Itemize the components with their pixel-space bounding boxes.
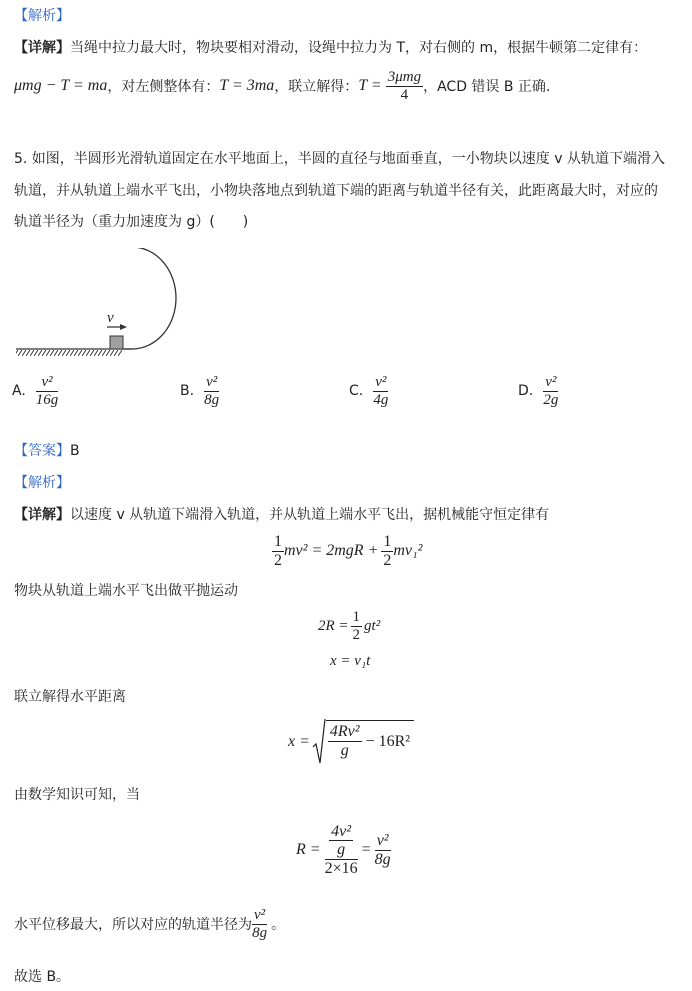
fall-lhs: 2R = xyxy=(318,617,349,634)
detail-text: 当绳中拉力最大时，物块要相对滑动，设绳中拉力为 T，对右侧的 m，根据牛顿第二定律有： xyxy=(70,40,648,56)
sqrt-expression xyxy=(312,717,414,767)
distance-den: g xyxy=(340,742,349,759)
option-den: 8g xyxy=(204,391,220,408)
solution-detail-line xyxy=(14,504,549,524)
semicircle-track xyxy=(124,248,176,349)
final-den: 8g xyxy=(252,924,268,941)
radius-inner xyxy=(325,823,358,860)
option-b[interactable] xyxy=(180,374,219,408)
radius-lhs: R = xyxy=(296,841,321,858)
option-a[interactable] xyxy=(12,374,58,408)
tension-num: 3μmg xyxy=(387,69,422,85)
tension-lhs: T = xyxy=(358,77,382,94)
option-letter: D. xyxy=(518,383,534,399)
energy-equation xyxy=(272,530,422,572)
analysis-tag: 【解析】 xyxy=(14,475,70,491)
prev-analysis-tag xyxy=(14,9,70,23)
velocity-label: v xyxy=(107,310,114,326)
question-line-2: 轨道，并从轨道上端水平飞出，小物块落地点到轨道下端的距离与轨道半径有关，此距离最大时，对应的 xyxy=(14,183,658,199)
radius-inner-fraction xyxy=(329,823,353,859)
final-fraction xyxy=(252,907,267,941)
choose-line: 故选 B。 xyxy=(14,969,71,985)
distance-tail: − 16R² xyxy=(365,732,411,750)
question-line-3: 轨道半径为（重力加速度为 g）( ) xyxy=(14,214,249,230)
detail-text: 以速度 v 从轨道下端滑入轨道，并从轨道上端水平飞出，据机械能守恒定律有 xyxy=(70,507,550,523)
option-num: v² xyxy=(206,374,218,390)
option-d[interactable] xyxy=(518,374,558,408)
final-text: 水平位移最大，所以对应的轨道半径为 xyxy=(14,917,252,933)
distance-equation xyxy=(288,716,414,768)
option-letter: C. xyxy=(349,383,364,399)
radius-equation xyxy=(296,810,391,890)
option-num: v² xyxy=(545,374,557,390)
fall-rhs: gt² xyxy=(364,617,381,634)
half-fraction: $\frac{1}{2}$ xyxy=(274,532,282,569)
projectile-text: 物块从轨道上端水平飞出做平抛运动 xyxy=(14,583,238,599)
prev-detail-line xyxy=(14,41,647,55)
energy-right: mv₁² xyxy=(393,542,423,559)
half-fraction: $\frac{1}{2}$ xyxy=(352,609,361,643)
sqrt-body xyxy=(326,720,414,759)
ground xyxy=(16,349,132,356)
sqrt-sign xyxy=(312,717,326,767)
horizontal-equation: x = v₁t xyxy=(330,653,371,669)
question-line-1: 5. 如图，半圆形光滑轨道固定在水平地面上，半圆的直径与地面垂直，一小物块以速度 v 从轨道下端滑入 xyxy=(14,151,665,167)
analysis-tag: 【解析】 xyxy=(14,8,70,24)
combine-text: 联立解得水平距离 xyxy=(14,689,126,705)
option-fraction xyxy=(204,374,219,408)
option-num: v² xyxy=(36,374,59,392)
option-den: 2g xyxy=(543,391,559,408)
math-text: 由数学知识可知，当 xyxy=(14,787,140,803)
half-fraction: $\frac{1}{2}$ xyxy=(383,532,392,569)
radius-inner-den: g xyxy=(337,841,346,859)
option-c[interactable] xyxy=(349,374,388,408)
option-fraction xyxy=(36,374,59,408)
radius-compound-fraction xyxy=(325,823,358,878)
final-num: v² xyxy=(254,907,266,923)
detail-tag: 【详解】 xyxy=(14,40,70,56)
final-line xyxy=(14,902,285,946)
radius-result-fraction xyxy=(375,832,391,868)
answer-value: B xyxy=(70,443,80,459)
answer-line xyxy=(14,440,80,460)
option-letter: A. xyxy=(12,383,26,399)
detail-tag: 【详解】 xyxy=(14,507,70,523)
solution-analysis-tag xyxy=(14,472,70,492)
option-num: v² xyxy=(375,374,387,390)
prev-equation-line xyxy=(14,66,550,106)
energy-left: mv² = 2mgR + xyxy=(284,542,379,559)
tension-den: 4 xyxy=(400,86,409,103)
radius-inner-num: 4v² xyxy=(331,822,352,840)
conclusion-text: ，ACD 错误 B 正确. xyxy=(423,79,551,95)
option-fraction xyxy=(373,374,388,408)
radius-den: 2×16 xyxy=(324,859,358,877)
option-letter: B. xyxy=(180,383,195,399)
fall-equation xyxy=(318,606,380,646)
radius-result-num: v² xyxy=(375,832,391,851)
distance-num: 4Rv² xyxy=(329,723,360,741)
radius-equals: = xyxy=(361,841,371,858)
distance-lhs: x = xyxy=(288,733,310,750)
option-den: 4g xyxy=(373,391,389,408)
left-body-equation: T = 3ma xyxy=(219,77,275,94)
radius-result-den: 8g xyxy=(374,850,391,868)
block xyxy=(110,336,123,349)
solve-text: ，联立解得： xyxy=(274,79,359,95)
track-figure xyxy=(14,248,184,360)
answer-tag: 【答案】 xyxy=(14,443,70,459)
tension-fraction xyxy=(386,69,423,103)
option-fraction xyxy=(543,374,558,408)
final-end: 。 xyxy=(271,917,286,933)
newton-equation: μmg − T = ma xyxy=(14,77,108,94)
left-body-text: ，对左侧整体有： xyxy=(107,79,220,95)
distance-fraction xyxy=(328,723,362,759)
option-den: 16g xyxy=(35,391,59,408)
